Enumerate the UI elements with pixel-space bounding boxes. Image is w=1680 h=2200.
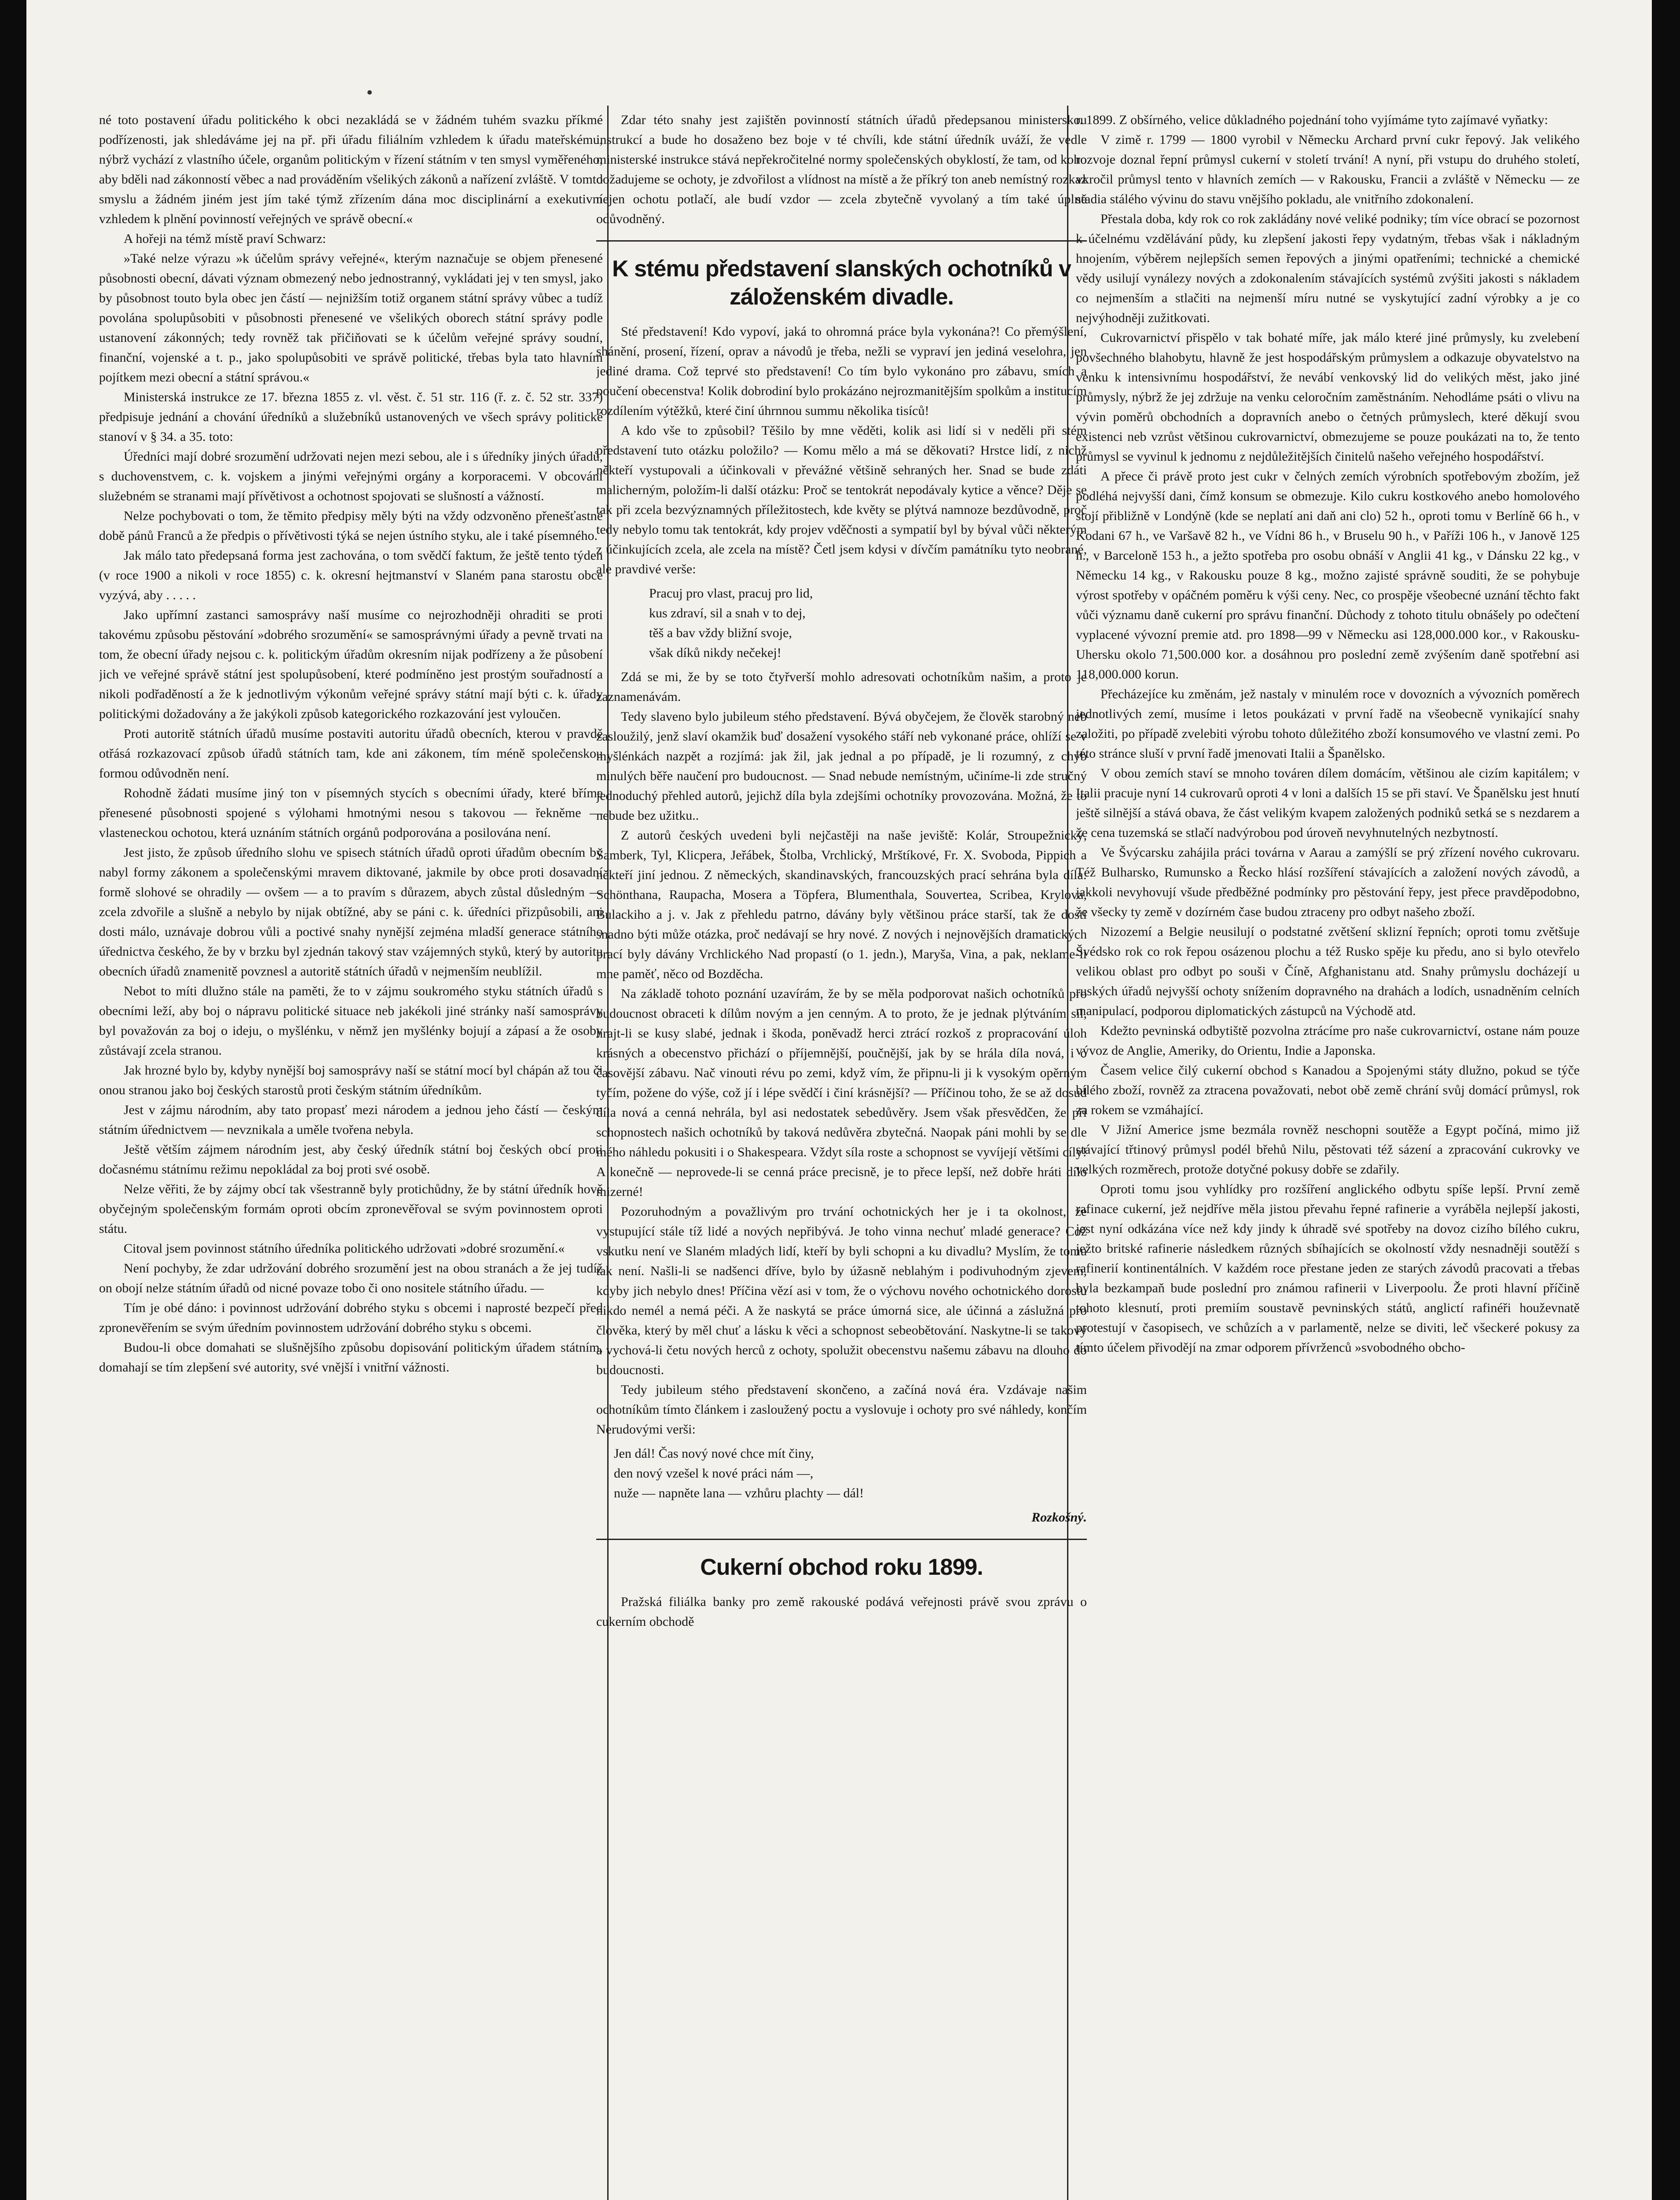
paragraph: Tedy slaveno bylo jubileum stého představení. Bývá obyčejem, že člověk starobný neb zasloužilý, jenž slaví okamžik buď dosažení vysokého stáří neb vykonané práce, ohlíží se v myšlénkách nazpět a rozjímá: jak žil, jak jednal a po případě, je li rozumný, z chyb minulých běře naučení pro budoucnost. — Snad nebude nemístným, učiníme-li zde stručný jednoduchý přehled autorů, jejichž díla byla zdejšími ochotníky provozována. Možná, že to nebude bez užitku.. xyxy=(596,709,1087,823)
verse-line: Jen dál! Čas nový nové chce mít činy, xyxy=(614,1446,814,1461)
paragraph: Přestala doba, kdy rok co rok zakládány nové veliké podniky; tím více obrací se pozornost k účelnému vzdělávání půdy, ku zlepšení jakosti řepy vydatným, třebas však i nákladným hnojením, výběrem nejlepších semen řepových a jinými opatřeními; technické a chemické vědy usilují vynálezy nových a zdokonalením stávajících systémů zvýšiti jakosti s nákladem co nejmenším a stlačiti na nejmenší míru nutné se vyskytující zadní výrobky a je co nejvýhodněji zužitkovati. xyxy=(1076,212,1580,325)
verse-line: však díků nikdy nečekej! xyxy=(649,645,781,660)
paragraph: Sté představení! Kdo vypoví, jaká to ohromná práce byla vykonána?! Co přemýšlení, shánění, prosení, řízení, oprav a návodů je třeba, nežli se vypraví jen jediná veselohra, jen jediné drama. Což teprvé sto představení! Co tím bylo vykonáno pro zábavu, smích a poučení obecenstva! Kolik dobrodiní bylo prokázáno nejrozmanitějším spolkům a institucím rozdílením výtěžků, které činí úhrnnou summu několika tisíců! xyxy=(596,324,1087,418)
paragraph: Zdá se mi, že by se toto čtyřverší mohlo adresovati ochotníkům našim, a proto je zaznamenávám. xyxy=(596,670,1087,704)
scan-border-right xyxy=(1652,0,1680,2200)
paragraph: V zimě r. 1799 — 1800 vyrobil v Německu Archard první cukr řepový. Jak velikého rozvoje doznal řepní průmysl cukerní v století trvání! A nyní, při vstupu do druhého století, vkročil průmysl tento v hlavních zemích — v Rakousku, Francii a zvláště v Německu — ze stadia stálého vývinu do stavu vnějšího pokladu, ale vnitřního zdokonalení. xyxy=(1076,132,1580,206)
verse-line: Pracuj pro vlast, pracuj pro lid, xyxy=(649,586,813,601)
verse-line: těš a bav vždy bližní svoje, xyxy=(649,626,792,640)
paragraph: Budou-li obce domahati se slušnějšího způsobu dopisování politickým úřadem státním, domahají se tím zlepšení své autority, své vnější i vnitřní vážnosti. xyxy=(99,1340,603,1375)
paragraph: Cukrovarnictví přispělo v tak bohaté míře, jak málo které jiné průmysly, ku zvelebení povšechného blahobytu, hlavně že jest hospodářským průmyslem a odkazuje obyvatelstvo na venku k intensivnímu hospodářství, že nevábí venkovský lid do velikých měst, jako jiné průmysly, nýbrž že jej zdržuje na venku celoročním zaměstnáním. Nehodláme psáti o vlivu na vývin poměrů obchodních a dopravních anebo o četných průmyslech, které děkují svou existenci neb vzrůst většinou cukrovarnictví, obmezujeme se pouze poukázati na to, že tento průmysl se vyvinul k jednomu z nejdůležitějších činitelů našeho veřejného hospodářství. xyxy=(1076,330,1580,464)
paragraph: Jak málo tato předepsaná forma jest zachována, o tom svědčí faktum, že ještě tento týden (v roce 1900 a nikoli v roce 1855) c. k. okresní hejtmanství v Slaném pana starostu obce vyzývá, aby . . . . . xyxy=(99,548,603,602)
paragraph: Zdar této snahy jest zajištěn povinností státních úřadů předepsanou ministerskou instrukcí a bude ho dosaženo bez boje v té chvíli, kde státní úředník uváží, že vedle ministerské instrukce stává nepřekročitelné normy společenských obyklostí, že tam, od koho dožadujeme se ochoty, je zdvořilost a vlídnost na místě a že příkrý ton aneb nemístný rozkaz nejen ochotu potlačí, ale budí vzdor — zcela zbytečně vyvolaný a tím také úplně odůvodněný. xyxy=(596,113,1087,226)
paragraph: Časem velice čilý cukerní obchod s Kanadou a Spojenými státy dlužno, pokud se týče bílého zboží, rovněž za ztracena považovati, nebot obě země chrání svůj domácí průmysl, rok za rokem se vzmáhající. xyxy=(1076,1063,1580,1117)
poem-verse xyxy=(614,1444,1087,1503)
paragraph: Proti autoritě státních úřadů musíme postaviti autoritu úřadů obecních, kterou v pravdě otřásá rozkazovací způsob úřadů státních tam, kde ani zákonem, tím méně společenskou formou odůvodněn není. xyxy=(99,726,603,781)
paragraph: Tedy jubileum stého představení skončeno, a začíná nová éra. Vzdávaje našim ochotníkům tímto článkem i zasloužený poctu a vyslovuje i ochoty pro své náhledy, končím Nerudovými verši: xyxy=(596,1382,1087,1437)
paragraph: Nelze pochybovati o tom, že těmito předpisy měly býti na vždy odzvoněno přenešťastné době pánů Franců a že předpis o přívětivosti týká se nejen ústního styku, ale i také písemného. xyxy=(99,509,603,543)
paragraph: Tím je obé dáno: i povinnost udržování dobrého styku s obcemi i naprosté bezpečí před zpronevěřením se svým úředním povinnostem udržování dobrého styku s obcemi. xyxy=(99,1301,603,1335)
paragraph: Jak hrozné bylo by, kdyby nynější boj samosprávy naší se státní mocí byl chápán až tou či onou stranou jako boj českých starostů proti českým státním úředníkům. xyxy=(99,1063,603,1097)
paragraph: Z autorů českých uvedeni byli nejčastěji na naše jeviště: Kolár, Stroupežnický, Šamberk, Tyl, Klicpera, Jeřábek, Štolba, Vrchlický, Mrštíkové, Fr. X. Svoboda, Pippich a někteří jiní jednou. Z německých, skandinavských, francouzských prací sehrána byla díla: Schönthana, Raupacha, Mosera a Töpfera, Blumenthala, Souvertea, Scribea, Krylova, Bulackiho a j. v. Jak z přehledu patrno, dávány byly většinou práce starší, tak že dosti snadno býti může otázka, proč nedávají se hry nové. Z nových i nejnovějších dramatických prací byly dávány Vrchlického Nad propastí (o 1. jedn.), Maryša, Vina, a pak, neklame-li mne paměť, něco od Bozděcha. xyxy=(596,828,1087,981)
section-divider xyxy=(596,240,1087,242)
verse-line: nuže — napněte lana — vzhůru plachty — dál! xyxy=(614,1486,864,1500)
print-mark xyxy=(367,90,372,95)
paragraph: Ve Švýcarsku zahájila práci továrna v Aarau a zamýšlí se prý zřízení nového cukrovaru. Též Bulharsko, Rumunsko a Řecko hlásí rozšíření stávajících a založení nových závodů, a jakkoli nevyhovují všude předběžné podmínky pro pěstování řepy, jest přece pravděpodobno, že všecky ty země v dozírném čase budou ztraceny pro odbyt našeho zboží. xyxy=(1076,845,1580,919)
paragraph: Nizozemí a Belgie neusilují o podstatné zvětšení sklizní řepních; oproti tomu zvětšuje Švédsko rok co rok řepou osázenou plochu a též Rusko spěje ku předu, ano si bylo otevřelo velikou oblast pro odbyt po souši v Číně, Afghanistanu atd. Snahy průmyslu docházejí u ruských úřadů nejvyšší ochoty snížením dopravného na drahách a lodích, usnadněním celních manipulací, podporou diplomatických zástupců na Východě atd. xyxy=(1076,924,1580,1018)
paragraph: A kdo vše to způsobil? Těšilo by mne věděti, kolik asi lidí si v neděli při stém představení tuto otázku položilo? — Komu mělo a má se děkovati? Hrstce lidí, z nichž někteří vystupovali a účinkovali v převážné většině sehraných her. Snad se bude zdáti malicherným, položím-li další otázku: Proč se tentokrát nepodávaly kytice a věnce? Děje se tak při zcela bezvýznamných příležitostech, kde květy se plýtvá namnoze bezdůvodně, proč tedy nebylo tomu tak tentokrát, kdy projev vděčnosti a sympatií byl by býval vůči některým z účinkujících zcela, ale zcela na místě? Četl jsem kdysi v dívčím památníku tyto neobrané, ale pravdivé verše: xyxy=(596,423,1087,576)
paragraph: Jako upřímní zastanci samosprávy naší musíme co nejrozhodněji ohraditi se proti takovému způsobu pěstování »dobrého srozumění« se samosprávnými úřady a pevně trvati na tom, že obecní úřady nejsou c. k. politickým úřadům okresním nijak podřízeny a že působení jich ve veřejné správě státní jest spolupůsobení, které podmíněno jest prostým souřadností a nikoli podřaděností a že k jednotlivým výkonům veřejné správy státní mají býti c. k. úřady politickými dožadovány a že jakýkoli způsob kategorického rozkazování jest vyloučen. xyxy=(99,608,603,721)
paragraph: Pozoruhodným a považlivým pro trvání ochotnických her je i ta okolnost, že vystupující stále tíž lidé a nových nepřibývá. Je toho vinna nechuť mladé generace? Což vskutku není ve Slaném mladých lidí, kteří by byli schopni a ku divadlu? Myslím, že tomu tak není. Našli-li se nadšenci dříve, bylo by úžasně neblahým i podivuhodným zjevem, kdyby jich nebylo dnes! Příčina vězí asi v tom, že o výchovu nového ochotnického dorostu nikdo nemél a nemá péči. A že naskytá se práce úmorná sice, ale účinná a záslužná pro člověka, který by měl chuť a lásku k věci a schopnost sebeobětování. Naskytne-li se takový a vychová-li četu nových herců z ochoty, spolužit obecenstvu našemu zábavu na dlouho do budoucnosti. xyxy=(596,1204,1087,1377)
paragraph: Ještě větším zájmem národním jest, aby český úředník státní boj českých obcí proti dočasnému státnímu režimu nepokládal za boj proti své osobě. xyxy=(99,1142,603,1177)
paragraph: Ministerská instrukce ze 17. března 1855 z. vl. věst. č. 51 str. 116 (ř. z. č. 52 str. 337) předpisuje jednání a chování úředníků a služebníků ustanovených ve všech správy politické stanoví v § 34. a 35. toto: xyxy=(99,390,603,444)
paragraph: Úředníci mají dobré srozumění udržovati nejen mezi sebou, ale i s úředníky jiných úřadů, s duchovenstvem, c. k. vojskem a jinými veřejnými orgány a korporacemi. V obcování služebném se stranami mají přívětivost a ochotnost spojovati se slušností a vážností. xyxy=(99,449,603,503)
paragraph: Citoval jsem povinnost státního úředníka politického udržovati »dobré srozumění.« xyxy=(124,1241,565,1256)
paragraph: Jest v zájmu národním, aby tato propasť mezi národem a jednou jeho částí — českým státním úřednictvem — nevznikala a uměle tvořena nebyla. xyxy=(99,1103,603,1137)
poem-verse xyxy=(649,583,1087,663)
column-2 xyxy=(596,110,1087,2200)
paragraph: Na základě tohoto poznání uzavírám, že by se měla podporovat našich ochotníků pro budoucnost obraceti k dílům novým a jen cenným. A to proto, že je jednak plýtváním sil, hrajt-li se kusy slabé, jednak i škoda, poněvadž herci ztrácí rozkoš z propracování úloh krásných a obecenstvo přichází o příjemnější, poučnější, jak by se hrála díla nová, i o časovější zábavu. Nač vinouti révu po zemi, když vím, že připnu-li ji k vysokým opěrným tyčím, požene do výše, což jí i lépe svědčí i činí krásnější? — Příčinou toho, že se až dosud díla nová a cenná nehrála, byl asi nedostatek sebedůvěry. Jsem však přesvědčen, že při schopnostech našich ochotníků by taková nedůvěra zbytečná. Naopak páni mohli by se dle mého náhledu pokusiti i o Shakespeara. Vždyt síla roste a schopnost se vyvíjejí většími cíly! A konečně — neprovede-li se cenná práce precisně, je to přece lepší, než dobře hráti dílo mizerné! xyxy=(596,986,1087,1199)
verse-line: den nový vzešel k nové práci nám —, xyxy=(614,1466,814,1481)
paragraph: Přecházejíce ku změnám, jež nastaly v minulém roce v dovozních a vývozních poměrech jednotlivých zemí, musíme i letos poukázati v první řadě na všeobecně vynikající snahy založiti, po případě zvelebiti výrobu tohoto důležitého zboží konsumového ve vlastní zemi. Po této stránce sluší v první řadě jmenovati Italii a Španělsko. xyxy=(1076,687,1580,761)
article-heading-cukerni-obchod: Cukerní obchod roku 1899. xyxy=(700,1555,983,1580)
paragraph: V obou zemích staví se mnoho továren dílem domácím, většinou ale cizím kapitálem; v Italii pracuje nyní 14 cukrovarů oproti 4 v loni a dalších 15 se při staví. Ve Španělsku jest hnutí ještě silnější a stává obava, že část velikým kvapem založených podniků setká se s nezdarem a že cena tuzemská se stlačí nadvýrobou pod úroveň nevyhnutelných nezbytností. xyxy=(1076,766,1580,840)
paragraph: Pražská filiálka banky pro země rakouské podává veřejnosti právě svou zprávu o cukerním obchodě xyxy=(596,1595,1087,1629)
paragraph: A hořeji na témž místě praví Schwarz: xyxy=(124,231,326,246)
paragraph: A přece či právě proto jest cukr v čelných zemích výrobních spotřebovým zbožím, jež podléhá nejvyšší dani, čímž konsum se obmezuje. Kilo cukru kostkového anebo homolového stojí přibližně v Londýně (kde se neplatí ani daň ani clo) 52 h., oproti tomu v Berlíně 66 h., v Kodani 67 h., ve Varšavě 82 h., ve Vídni 86 h., v Bruselu 90 h., v Paříži 106 h., v Janově 125 h., v Barceloně 153 h., a ježto spotřeba pro osobu obnáší v Anglii 41 kg., v Dánsku 22 kg., v Německu 14 kg., v Rakousku pouze 8 kg., možno zajisté správně souditi, že se pohybuje výrost spotřeby v opáčném poměru k výši ceny. Nec, co prospěje všeobecné uznání těchto fakt vůči významu daně cukerní pro správu finanční. Důchody z tohoto titulu obnášely po odečtení vyplacené vývozní premie atd. pro 1898—99 v Německu asi 128,000.000 kor., v Rakousku-Uhersku okolo 71,500.000 kor. a dosáhnou pro poslední země zvýšením daně spotřební asi 118,000.000 korun. xyxy=(1076,469,1580,682)
paragraph: »Také nelze výrazu »k účelům správy veřejné«, kterým naznačuje se objem přenesené působnosti obecní, dávati význam obmezený nebo jednostranný, vykládati jej v ten smysl, jako by působnost touto byla obec jen částí — nejnižším totiž organem státní správy vůbec a tudíž povolána spolupůsobiti v působnosti přenesené ve všelikých oborech státní správy podle ustanovení zákonných; tedy rovněž tak přičiňovati se k účelům veřejné správy soudní, finanční, vojenské a t. p., jako spolupůsobiti ve správě politické, třebas byla tato hlavním pojítkem mezi obecní a státní správou.« xyxy=(99,251,603,385)
paragraph: Nelze věřiti, že by zájmy obcí tak všestranně byly protichůdny, že by státní úředník hově obyčejným společenským formám oproti obcím zpronevěřoval se svým povinnostem oproti státu. xyxy=(99,1182,603,1236)
scan-border-left xyxy=(0,0,26,2200)
paragraph: né toto postavení úřadu politického k obci nezakládá se v žádném tuhém svazku příkmé podřízenosti, jak shledáváme jej na př. při úřadu filiálním vzhledem k úřadu mateřskému, nýbrž vychází z vlastního účele, organům politickým v řízení státním v ten smysl vyměřeného, aby bděli nad zákonností věbec a nad prováděním všelikých zákonů a nařízení zvláště. V tomto smyslu a žádném jiném jest jím také týmž zřízením dána moc disciplinární a exekutivní vzhledem k plnění povinností veřejných ve správě obecní.« xyxy=(99,113,603,226)
paragraph: Nebot to míti dlužno stále na paměti, že to v zájmu soukromého styku státních úřadů s obecními leží, aby boj o nápravu politické situace neb jakékoli jiné stránky naší samosprávy byl považován za boj o ideju, o myšlénku, v němž jen myšlénky bojují a zápasí a že osoby zůstávají zcela stranou. xyxy=(99,984,603,1058)
section-divider xyxy=(596,1539,1087,1540)
paragraph: Oproti tomu jsou vyhlídky pro rozšíření anglického odbytu spíše lepší. První země rafinace cukerní, jež nejdříve měla jistou převahu řepné rafinerie a vyráběla nejlepší jakosti, jest nyní odkázána více než kdy jindy k úhradě své spotřeby na dovoz cizího bílého cukru, ježto britské rafinerie následkem různých sbíhajících se okolností vždy nesnadněji soutěží s rafinerií kontinentálních. V každém roce přestane jeden ze starých závodů pracovati a třebas byla bezkampaň bude poslední pro známou rafinerii v Liverpoolu. Že proti hlavní příčině tohoto klesnutí, proti premiím soustavě pevninských států, anglictí rafinéři houževnatě protestují v časopisech, ve schůzích a v parlamentě, nelze se diviti, leč všeckeré pokusy za tímto účelem přivodějí na zmar odporem přívrženců »svobodného obcho- xyxy=(1076,1182,1580,1355)
paragraph: r. 1899. Z obšírného, velice důkladného pojednání toho vyjímáme tyto zajímavé vyňatky: xyxy=(1076,113,1548,127)
paragraph: Není pochyby, že zdar udržování dobrého srozumění jest na obou stranách a že jej tudíž on obojí nelze státním úřadů od nicné povaze tobo či ono nositele státního úřadu. — xyxy=(99,1261,603,1295)
column-3 xyxy=(1076,110,1580,2200)
verse-line: kus zdraví, sil a snah v to dej, xyxy=(649,606,806,620)
paragraph: Rohodně žádati musíme jiný ton v písemných stycích s obecními úřady, které bříme přenesené působnosti spojené s výlohami hmotnými nesou s takovou — řekněme — vlasteneckou ochotou, která uznáním státních orgánů podporována a posilována není. xyxy=(99,786,603,840)
author-signature: Rozkošný. xyxy=(1031,1510,1087,1525)
paragraph: V Jižní Americe jsme bezmála rovněž neschopni soutěže a Egypt počíná, mimo již stávající třtinový průmysl podél břehů Nilu, pěstovati též sázení a zpracování cukrovky ve velkých rozměrech, protože dotyčné pokusy dobře se zdařily. xyxy=(1076,1122,1580,1177)
article-heading-ochotnici: K stému představení slanských ochotníků v záloženském divadle. xyxy=(612,256,1071,310)
column-1 xyxy=(99,110,603,2200)
paragraph: Jest jisto, že způsob úředního slohu ve spisech státních úřadů oproti úřadům obecním by nabyl formy zákonem a společenskými mravem diktované, jakmile by obce proti dosavadní formě slohové se ohradily — ovšem — a to pravím s důrazem, abych zůstal důsledným — zcela zdvořile a slušně a nebylo by nijak obtížné, aby se páni c. k. úředníci přizpůsobili, ani dosti málo, uznávaje dobrou vůli a poctivé snahy nynější zejména mladší generace státního úřednictva českého, že by v brzku byl zjednán takový stav vzájemných styků, který by autoritu obecních úřadů znamenitě povznesl a autoritě státních úřadů v nejmenším neublížil. xyxy=(99,845,603,979)
paragraph: Kdežto pevninská odbytiště pozvolna ztrácíme pro naše cukrovarnictví, ostane nám pouze vývoz de Anglie, Ameriky, do Orientu, Indie a Japonska. xyxy=(1076,1023,1580,1058)
